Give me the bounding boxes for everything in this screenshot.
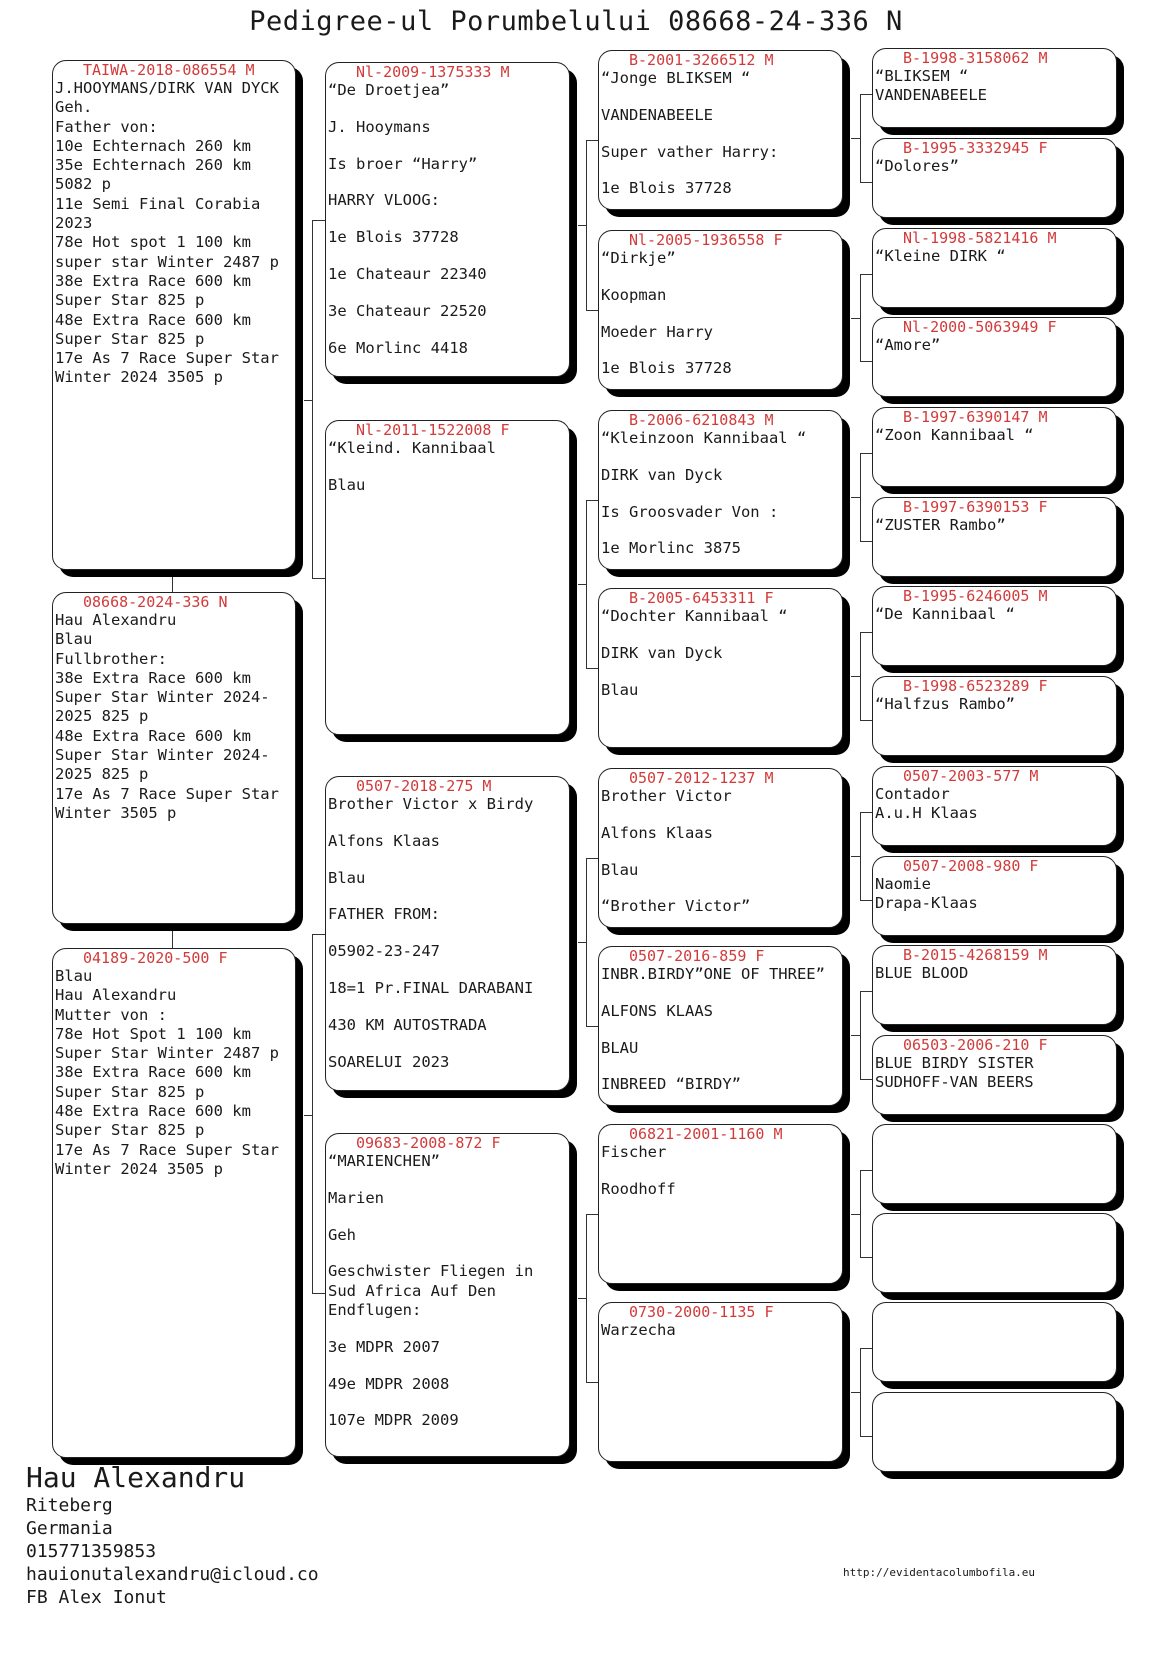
info-line: 3e Chateaur 22520	[328, 301, 487, 320]
info-line: BLUE BIRDY SISTER	[875, 1054, 1034, 1072]
gen2-card	[325, 776, 570, 1091]
info-line: Brother Victor x Birdy	[328, 795, 534, 813]
info-line: INBR.BIRDY”ONE OF THREE”	[601, 965, 825, 983]
connector-line	[312, 220, 325, 221]
gen4-card	[872, 228, 1117, 308]
info-line: 1e Chateaur 22340	[328, 264, 487, 283]
owner-country: Germania	[26, 1518, 113, 1539]
owner-info	[26, 1462, 319, 1609]
info-line: 430 KM AUTOSTRADA	[328, 1015, 487, 1034]
ring-number: 0507-2003-577 M	[903, 767, 1039, 785]
info-line: Moeder Harry	[601, 322, 713, 341]
gen3-card	[598, 230, 843, 390]
info-line: “Brother Victor”	[601, 897, 751, 916]
connector-line	[586, 310, 598, 311]
info-line: Koopman	[601, 285, 667, 304]
info-line: Drapa-Klaas	[875, 894, 978, 913]
gen4-card	[872, 856, 1117, 936]
connector-line	[860, 991, 872, 992]
ring-number: B-1997-6390147 M	[903, 408, 1048, 426]
info-line: BLUE BLOOD	[875, 964, 969, 982]
info-line: 17e As 7 Race Super Star	[55, 349, 279, 368]
info-line: Geh	[328, 1225, 356, 1244]
info-line: Super vather Harry:	[601, 142, 779, 161]
ring-number: 09683-2008-872 F	[356, 1134, 501, 1152]
info-line: Hau Alexandru	[55, 611, 177, 629]
connector-line	[860, 274, 872, 275]
gen4-card	[872, 1124, 1117, 1204]
info-line: Blau	[55, 967, 93, 985]
owner-city: Riteberg	[26, 1495, 113, 1516]
gen2-card	[325, 62, 570, 377]
info-line: Super Star 825 p	[55, 1121, 205, 1140]
gen3-card	[598, 1124, 843, 1284]
ring-number: Nl-2005-1936558 F	[629, 231, 783, 249]
info-line: Is Groosvader Von :	[601, 502, 779, 521]
info-line: Winter 2024 3505 p	[55, 1159, 223, 1178]
connector-line	[860, 541, 872, 542]
connector-line	[860, 900, 872, 901]
gen3-card	[598, 768, 843, 928]
connector-line	[312, 934, 325, 935]
info-line: A.u.H Klaas	[875, 804, 978, 823]
connector-line	[304, 400, 312, 401]
info-line: Roodhoff	[601, 1179, 676, 1198]
info-line: 1e Blois 37728	[328, 228, 459, 247]
connector-line	[586, 500, 587, 668]
info-line: 10e Echternach 260 km	[55, 136, 251, 155]
connector-line	[860, 632, 872, 633]
info-line: Fischer	[601, 1143, 667, 1161]
info-line: Super Star 825 p	[55, 291, 205, 310]
ring-number: Nl-2000-5063949 F	[903, 318, 1057, 336]
info-line: INBREED “BIRDY”	[601, 1075, 741, 1094]
connector-line	[851, 138, 860, 139]
info-line: “Dirkje”	[601, 249, 676, 267]
info-line: 78e Hot spot 1 100 km	[55, 233, 251, 252]
gen4-card	[872, 48, 1117, 128]
info-line: VANDENABEELE	[601, 105, 713, 124]
info-line: Super Star Winter 2487 p	[55, 1044, 279, 1063]
ring-number: 06503-2006-210 F	[903, 1036, 1048, 1054]
info-line: Geh.	[55, 98, 93, 117]
dam-card	[52, 948, 296, 1458]
gen4-card	[872, 676, 1117, 756]
info-line: Marien	[328, 1188, 384, 1207]
gen4-card	[872, 1213, 1117, 1293]
connector-line	[312, 578, 325, 579]
info-line: “Halfzus Rambo”	[875, 695, 1015, 713]
info-line: 48e Extra Race 600 km	[55, 310, 251, 329]
info-line: “De Droetjea”	[328, 81, 450, 99]
info-line: SOARELUI 2023	[328, 1052, 450, 1071]
ring-number: 0507-2008-980 F	[903, 857, 1039, 875]
gen3-card	[598, 410, 843, 570]
info-line: HARRY VLOOG:	[328, 191, 440, 210]
connector-line	[851, 497, 860, 498]
gen4-card	[872, 1035, 1117, 1115]
info-line: “Jonge BLIKSEM “	[601, 69, 751, 87]
info-line: Geschwister Fliegen in Sud Africa Auf Den Endflugen:	[328, 1262, 534, 1319]
ring-number: Nl-2011-1522008 F	[356, 421, 510, 439]
connector-line	[586, 140, 587, 310]
info-line: Father von:	[55, 117, 158, 136]
owner-phone: 015771359853	[26, 1541, 157, 1562]
connector-line	[860, 1436, 872, 1437]
info-line: Contador	[875, 785, 950, 803]
info-line: Super Star Winter 2024-	[55, 746, 270, 765]
info-line: 1e Blois 37728	[601, 179, 732, 198]
info-line: “Dochter Kannibaal “	[601, 607, 788, 625]
info-line: SUDHOFF-VAN BEERS	[875, 1073, 1034, 1092]
info-line: 5082 p	[55, 175, 111, 194]
connector-line	[586, 668, 598, 669]
subject-card	[52, 592, 296, 924]
connector-line	[860, 812, 872, 813]
connector-line	[851, 1214, 860, 1215]
info-line: Blau	[328, 868, 366, 887]
info-line: “Kleind. Kannibaal	[328, 439, 496, 457]
connector-line	[860, 94, 872, 95]
info-line: Blau	[601, 860, 639, 879]
connector-line	[860, 1170, 872, 1171]
info-line: Super Star Winter 2024-	[55, 688, 270, 707]
gen4-card	[872, 586, 1117, 666]
info-line: “Kleine DIRK “	[875, 247, 1006, 265]
info-line: “MARIENCHEN”	[328, 1152, 440, 1170]
info-line: VANDENABEELE	[875, 86, 987, 105]
info-line: “BLIKSEM “	[875, 67, 969, 85]
connector-line	[860, 361, 872, 362]
connector-line	[860, 632, 861, 720]
connector-line	[578, 584, 586, 585]
info-line: Winter 3505 p	[55, 803, 177, 822]
gen4-card	[872, 945, 1117, 1025]
connector-line	[586, 500, 598, 501]
connector-line	[578, 1298, 586, 1299]
info-line: super star Winter 2487 p	[55, 252, 279, 271]
info-line: Alfons Klaas	[328, 831, 440, 850]
ring-number: B-2005-6453311 F	[629, 589, 774, 607]
connector-line	[860, 812, 861, 900]
info-line: “Amore”	[875, 336, 941, 354]
connector-line	[851, 856, 860, 857]
gen4-card	[872, 407, 1117, 487]
info-line: Super Star 825 p	[55, 329, 205, 348]
sire-card	[52, 60, 296, 570]
info-line: 2025 825 p	[55, 707, 149, 726]
ring-number: B-2001-3266512 M	[629, 51, 774, 69]
subject-dam-link	[172, 924, 173, 948]
info-line: Super Star 825 p	[55, 1082, 205, 1101]
connector-line	[860, 1079, 872, 1080]
ring-number: 0507-2018-275 M	[356, 777, 492, 795]
owner-name: Hau Alexandru	[26, 1461, 246, 1494]
info-line: Hau Alexandru	[55, 986, 177, 1005]
connector-line	[304, 1115, 312, 1116]
info-line: “De Kannibaal “	[875, 605, 1015, 623]
connector-line	[586, 1026, 598, 1027]
connector-line	[851, 1392, 860, 1393]
info-line: Winter 2024 3505 p	[55, 368, 223, 387]
gen4-card	[872, 1302, 1117, 1382]
ring-number: Nl-1998-5821416 M	[903, 229, 1057, 247]
info-line: 48e Extra Race 600 km	[55, 1102, 251, 1121]
info-line: 38e Extra Race 600 km	[55, 1063, 251, 1082]
connector-line	[578, 942, 586, 943]
gen4-card	[872, 138, 1117, 218]
connector-line	[586, 1214, 598, 1215]
info-line: 2023	[55, 214, 93, 233]
gen3-card	[598, 50, 843, 210]
info-line: 17e As 7 Race Super Star	[55, 784, 279, 803]
ring-number: B-1997-6390153 F	[903, 498, 1048, 516]
info-line: Blau	[328, 475, 366, 494]
connector-line	[860, 453, 861, 541]
ring-number: 04189-2020-500 F	[83, 949, 228, 967]
ring-number: B-1998-3158062 M	[903, 49, 1048, 67]
connector-line	[860, 1257, 872, 1258]
info-line: 48e Extra Race 600 km	[55, 726, 251, 745]
info-line: 1e Morlinc 3875	[601, 539, 741, 558]
ring-number: 0730-2000-1135 F	[629, 1303, 774, 1321]
info-line: Blau	[55, 630, 93, 649]
connector-line	[860, 94, 861, 182]
info-line: “Zoon Kannibaal “	[875, 426, 1034, 444]
info-line: Is broer “Harry”	[328, 154, 478, 173]
owner-facebook: FB Alex Ionut	[26, 1587, 167, 1608]
ring-number: B-1998-6523289 F	[903, 677, 1048, 695]
connector-line	[312, 220, 313, 578]
gen4-card	[872, 766, 1117, 846]
connector-line	[860, 720, 872, 721]
owner-email[interactable]: hauionutalexandru@icloud.co	[26, 1564, 319, 1585]
connector-line	[860, 1348, 861, 1436]
info-line: Blau	[601, 680, 639, 699]
info-line: Mutter von :	[55, 1005, 167, 1024]
info-line: “ZUSTER Rambo”	[875, 516, 1006, 534]
info-line: ALFONS KLAAS	[601, 1001, 713, 1020]
gen2-card	[325, 420, 570, 735]
info-line: Brother Victor	[601, 787, 732, 805]
ring-number: 0507-2012-1237 M	[629, 769, 774, 787]
connector-line	[586, 858, 587, 1026]
connector-line	[851, 1035, 860, 1036]
info-line: DIRK van Dyck	[601, 465, 723, 484]
connector-line	[860, 1348, 872, 1349]
connector-line	[860, 182, 872, 183]
info-line: 38e Extra Race 600 km	[55, 668, 251, 687]
ring-number: 0507-2016-859 F	[629, 947, 765, 965]
gen3-card	[598, 1302, 843, 1462]
info-line: 3e MDPR 2007	[328, 1337, 440, 1356]
connector-line	[586, 1382, 598, 1383]
ring-number: 08668-2024-336 N	[83, 593, 228, 611]
ring-number: TAIWA-2018-086554 M	[83, 61, 255, 79]
connector-line	[860, 1170, 861, 1257]
info-line: DIRK van Dyck	[601, 643, 723, 662]
info-line: 35e Echternach 260 km	[55, 156, 251, 175]
ring-number: B-2015-4268159 M	[903, 946, 1048, 964]
info-line: 2025 825 p	[55, 765, 149, 784]
gen4-card	[872, 497, 1117, 577]
info-line: Alfons Klaas	[601, 823, 713, 842]
info-line: Warzecha	[601, 1321, 676, 1339]
info-line: Naomie	[875, 875, 931, 893]
connector-line	[851, 318, 860, 319]
info-line: 18=1 Pr.FINAL DARABANI	[328, 978, 534, 997]
info-line: J.HOOYMANS/DIRK VAN DYCK	[55, 79, 279, 97]
connector-line	[586, 140, 598, 141]
info-line: FATHER FROM:	[328, 905, 440, 924]
info-line: “Dolores”	[875, 157, 959, 175]
info-line: BLAU	[601, 1038, 639, 1057]
connector-line	[586, 858, 598, 859]
page-title: Pedigree-ul Porumbelului 08668-24-336 N	[249, 6, 903, 37]
connector-line	[860, 991, 861, 1079]
info-line: J. Hooymans	[328, 117, 431, 136]
connector-line	[312, 1293, 325, 1294]
info-line: 11e Semi Final Corabia	[55, 194, 261, 213]
connector-line	[860, 274, 861, 361]
info-line: 78e Hot Spot 1 100 km	[55, 1024, 251, 1043]
info-line: “Kleinzoon Kannibaal “	[601, 429, 807, 447]
ring-number: B-1995-6246005 M	[903, 587, 1048, 605]
info-line: 49e MDPR 2008	[328, 1374, 450, 1393]
connector-line	[578, 225, 586, 226]
info-line: 05902-23-247	[328, 942, 440, 961]
sire-subject-link	[172, 570, 173, 592]
ring-number: B-1995-3332945 F	[903, 139, 1048, 157]
info-line: 38e Extra Race 600 km	[55, 271, 251, 290]
ring-number: Nl-2009-1375333 M	[356, 63, 510, 81]
connector-line	[312, 934, 313, 1293]
website-link[interactable]: http://evidentacolumbofila.eu	[843, 1566, 1036, 1579]
gen4-card	[872, 317, 1117, 397]
connector-line	[860, 453, 872, 454]
gen3-card	[598, 946, 843, 1106]
ring-number: B-2006-6210843 M	[629, 411, 774, 429]
info-line: 1e Blois 37728	[601, 359, 732, 378]
info-line: Fullbrother:	[55, 649, 167, 668]
ring-number: 06821-2001-1160 M	[629, 1125, 783, 1143]
connector-line	[586, 1214, 587, 1382]
info-line: 6e Morlinc 4418	[328, 338, 468, 357]
info-line: 17e As 7 Race Super Star	[55, 1140, 279, 1159]
info-line: 107e MDPR 2009	[328, 1411, 459, 1430]
connector-line	[851, 676, 860, 677]
gen2-card	[325, 1133, 570, 1457]
gen3-card	[598, 588, 843, 748]
gen4-card	[872, 1392, 1117, 1472]
